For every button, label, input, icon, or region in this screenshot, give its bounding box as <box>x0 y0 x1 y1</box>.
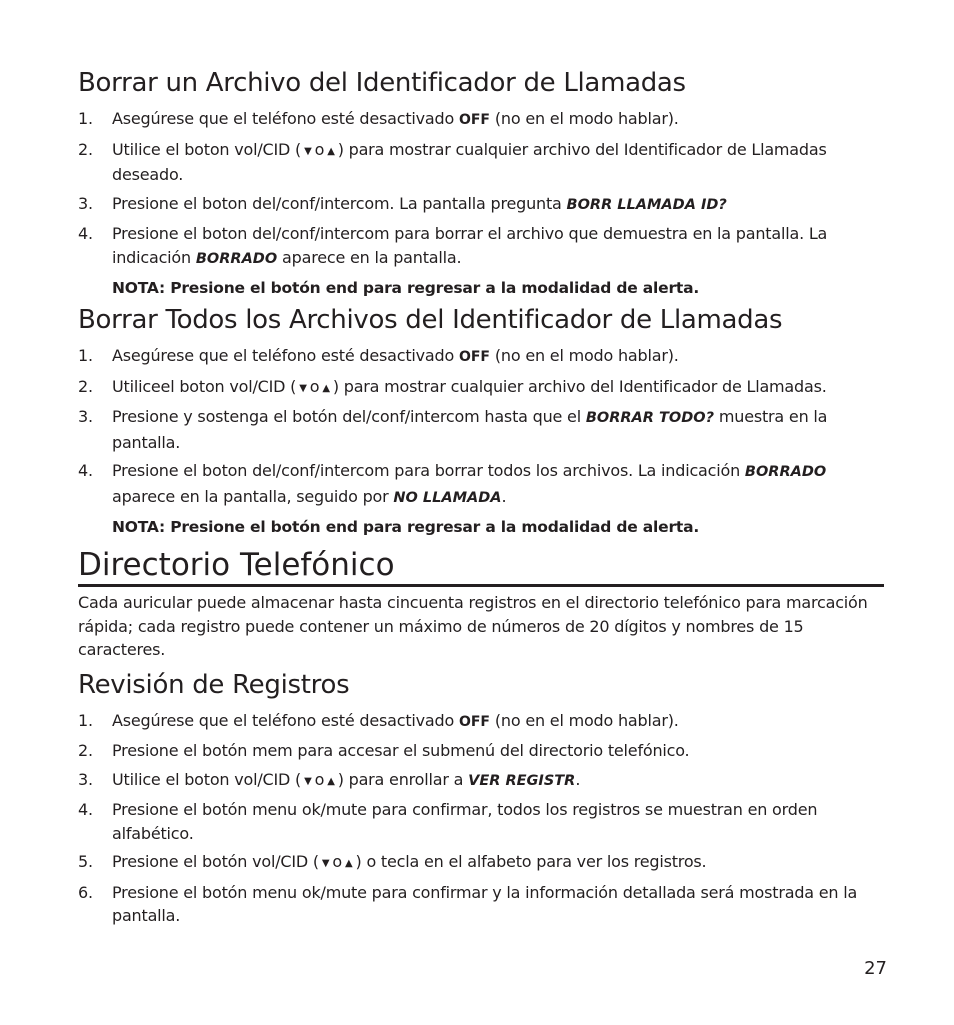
note-text: NOTA: Presione el botón end para regresar a la modalidad de alerta. <box>112 518 700 536</box>
step-text: Presione el botón menu ok/mute para confirmar y la información detallada será mostrada en la pantalla. <box>112 882 858 925</box>
step-text: Presione el boton del/conf/intercom. La pantalla pregunta <box>112 193 567 213</box>
step-number: 2. <box>78 376 93 396</box>
note-text: NOTA: Presione el botón end para regresar a la modalidad de alerta. <box>112 279 700 297</box>
steps-list-borrar-todos <box>78 344 884 510</box>
down-arrow-icon: ▼ <box>321 858 330 869</box>
step-number: 6. <box>78 882 93 902</box>
step-text: (no en el modo hablar). <box>489 109 679 128</box>
page-number: 27 <box>864 958 887 979</box>
step-text: . <box>575 769 581 789</box>
step-number: 1. <box>78 710 93 730</box>
list-item <box>78 459 884 510</box>
up-arrow-icon: ▲ <box>327 145 335 157</box>
display-keyword: OFF <box>458 713 490 730</box>
section-heading-borrar-todos: Borrar Todos los Archivos del Identificador de Llamadas <box>78 305 783 335</box>
step-text: o <box>314 769 325 789</box>
up-arrow-icon: ▲ <box>345 858 353 869</box>
step-text: Utilice el boton vol/CID ( <box>112 769 302 789</box>
step-text: (no en el modo hablar). <box>489 710 679 730</box>
manual-page <box>78 64 884 928</box>
step-text: Asegúrese que el teléfono esté desactivado <box>112 710 459 730</box>
section-heading-borrar-un-archivo: Borrar un Archivo del Identificador de Llamadas <box>78 68 686 98</box>
step-text: . <box>501 486 507 506</box>
step-text: Presione el boton del/conf/intercom para borrar el archivo que demuestra en la pantalla. La indicación <box>112 224 828 267</box>
display-keyword: BORRAR TODO? <box>585 410 714 426</box>
step-text: muestra en la pantalla. <box>112 407 828 452</box>
step-text: Presione el botón vol/CID ( <box>112 852 319 871</box>
step-number: 1. <box>78 346 93 365</box>
step-number: 3. <box>78 407 93 426</box>
step-text: Asegúrese que el teléfono esté desactivado <box>112 109 459 128</box>
step-text: Asegúrese que el teléfono esté desactivado <box>112 346 459 365</box>
step-text: Presione y sostenga el botón del/conf/intercom hasta que el <box>112 407 586 426</box>
display-keyword: VER REGISTR <box>468 772 576 789</box>
chapter-title-directorio: Directorio Telefónico <box>78 546 884 587</box>
step-number: 3. <box>78 769 93 789</box>
step-number: 1. <box>78 109 93 128</box>
step-text: o <box>314 139 325 159</box>
step-text: ) para enrollar a <box>337 769 469 789</box>
steps-list-borrar-un-archivo <box>78 107 884 271</box>
list-item <box>78 405 884 454</box>
display-keyword: BORRADO <box>195 250 278 267</box>
step-number: 4. <box>78 224 93 243</box>
list-item <box>78 850 884 876</box>
list-item <box>78 222 884 271</box>
list-item <box>78 881 884 928</box>
step-text: ) para mostrar cualquier archivo del Identificador de Llamadas deseado. <box>112 139 827 184</box>
step-text: o <box>309 376 320 396</box>
list-item <box>78 768 884 794</box>
display-keyword: BORRADO <box>744 464 827 480</box>
display-keyword: OFF <box>458 112 490 128</box>
step-text: Presione el botón menu ok/mute para confirmar, todos los registros se muestran en orden alfabético. <box>112 800 818 843</box>
step-number: 3. <box>78 193 93 213</box>
list-item <box>78 375 884 401</box>
step-text: ) o tecla en el alfabeto para ver los registros. <box>355 852 707 871</box>
step-text: aparece en la pantalla, seguido por <box>112 486 394 506</box>
list-item <box>78 739 884 763</box>
display-keyword: OFF <box>458 349 490 365</box>
steps-list-revision <box>78 709 884 928</box>
list-item <box>78 344 884 370</box>
step-number: 2. <box>78 741 93 760</box>
step-number: 5. <box>78 852 93 871</box>
step-text: ) para mostrar cualquier archivo del Identificador de Llamadas. <box>332 376 827 396</box>
list-item <box>78 192 884 218</box>
up-arrow-icon: ▲ <box>327 775 335 787</box>
step-text: Utiliceel boton vol/CID ( <box>112 376 297 396</box>
list-item <box>78 709 884 735</box>
step-number: 2. <box>78 139 93 159</box>
step-text: Presione el botón mem para accesar el submenú del directorio telefónico. <box>112 741 690 760</box>
step-text: Utilice el boton vol/CID ( <box>112 139 302 159</box>
down-arrow-icon: ▼ <box>299 382 307 394</box>
list-item <box>78 107 884 133</box>
down-arrow-icon: ▼ <box>304 775 312 787</box>
step-text: aparece en la pantalla. <box>277 247 462 267</box>
list-item <box>78 138 884 187</box>
down-arrow-icon: ▼ <box>304 145 312 157</box>
section-heading-revision-de-registros: Revisión de Registros <box>78 669 350 700</box>
step-number: 4. <box>78 461 93 480</box>
step-text: (no en el modo hablar). <box>489 346 679 365</box>
step-text: o <box>332 852 343 871</box>
step-number: 4. <box>78 800 93 819</box>
display-keyword: BORR LLAMADA ID? <box>566 196 727 213</box>
list-item <box>78 798 884 845</box>
step-text: Presione el boton del/conf/intercom para borrar todos los archivos. La indicación <box>112 461 745 480</box>
up-arrow-icon: ▲ <box>322 382 330 394</box>
display-keyword: NO LLAMADA <box>393 489 502 506</box>
intro-paragraph: Cada auricular puede almacenar hasta cincuenta registros en el directorio telefónico para marcación rápida; cada registro puede contener un máximo de números de 20 dígitos y nombres de 15 caracteres. <box>78 593 868 659</box>
